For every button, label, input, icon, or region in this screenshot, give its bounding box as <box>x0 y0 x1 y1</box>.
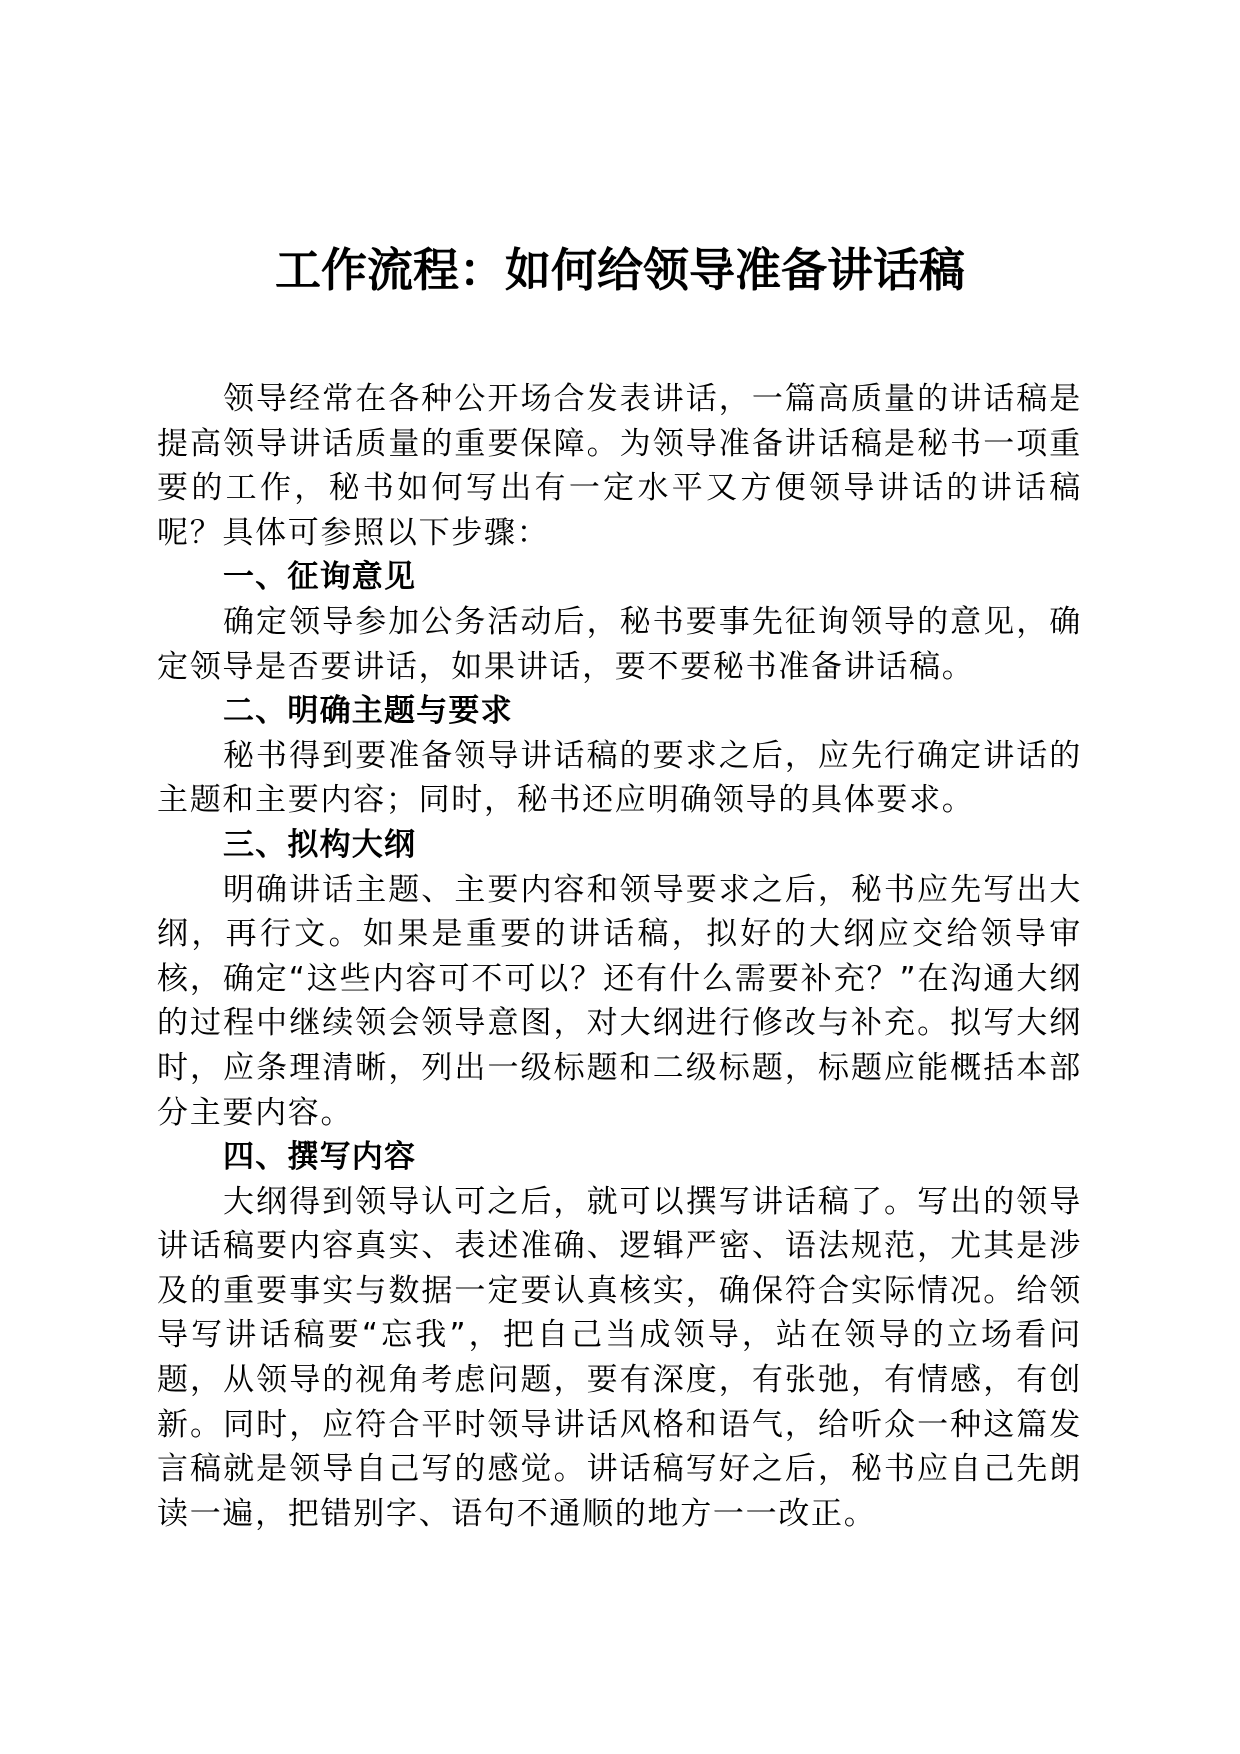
section-heading-1: 一、征询意见 <box>223 559 417 596</box>
section-heading-4: 四、撰写内容 <box>223 1139 417 1176</box>
document-title: 工作流程：如何给领导准备讲话稿 <box>275 243 965 297</box>
section-paragraph-2: 秘书得到要准备领导讲话稿的要求之后，应先行确定讲话的主题和主要内容；同时，秘书还应明确领导的具体要求。 <box>157 737 1082 819</box>
section-paragraph-3: 明确讲话主题、主要内容和领导要求之后，秘书应先写出大纲，再行文。如果是重要的讲话稿，拟好的大纲应交给领导审核，确定“这些内容可不可以？还有什么需要补充？”在沟通大纲的过程中继续领会领导意图，对大纲进行修改与补充。拟写大纲时，应条理清晰，列出一级标题和二级标题，标题应能概括本部分主要内容。 <box>157 871 1082 1131</box>
document-body <box>157 377 1082 1536</box>
section-heading-3: 三、拟构大纲 <box>223 826 417 863</box>
intro-paragraph: 领导经常在各种公开场合发表讲话，一篇高质量的讲话稿是提高领导讲话质量的重要保障。为领导准备讲话稿是秘书一项重要的工作，秘书如何写出有一定水平又方便领导讲话的讲话稿呢？具体可参照以下步骤： <box>157 381 1082 551</box>
section-heading-2: 二、明确主题与要求 <box>223 693 513 730</box>
section-paragraph-1: 确定领导参加公务活动后，秘书要事先征询领导的意见，确定领导是否要讲话，如果讲话，要不要秘书准备讲话稿。 <box>157 603 1082 685</box>
section-paragraph-4: 大纲得到领导认可之后，就可以撰写讲话稿了。写出的领导讲话稿要内容真实、表述准确、逻辑严密、语法规范，尤其是涉及的重要事实与数据一定要认真核实，确保符合实际情况。给领导写讲话稿要“忘我”，把自己当成领导，站在领导的立场看问题，从领导的视角考虑问题，要有深度，有张弛，有情感，有创新。同时，应符合平时领导讲话风格和语气，给听众一种这篇发言稿就是领导自己写的感觉。讲话稿写好之后，秘书应自己先朗读一遍，把错别字、语句不通顺的地方一一改正。 <box>157 1183 1082 1532</box>
